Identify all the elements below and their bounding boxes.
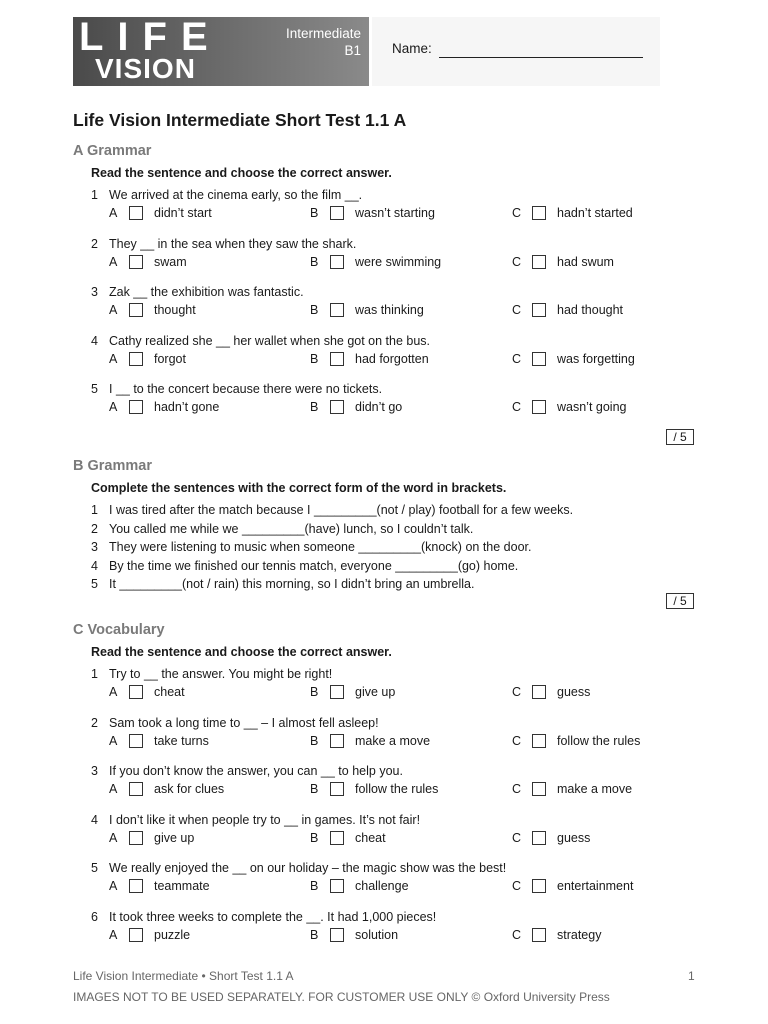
section-a-score-box: / 5	[666, 429, 694, 445]
option-text: teammate	[154, 879, 210, 894]
option-text: follow the rules	[557, 733, 641, 748]
answer-checkbox[interactable]	[532, 352, 546, 366]
option-text: entertainment	[557, 879, 634, 894]
question-number: 5	[91, 577, 98, 591]
sentence-text: You called me while we _________(have) lunch, so I couldn’t talk.	[109, 521, 474, 536]
answer-checkbox[interactable]	[532, 879, 546, 893]
answer-checkbox[interactable]	[129, 400, 143, 414]
life-vision-logo	[73, 17, 369, 86]
option-letter: B	[310, 254, 319, 269]
answer-checkbox[interactable]	[330, 928, 344, 942]
option-letter: B	[310, 879, 319, 894]
answer-checkbox[interactable]	[129, 255, 143, 269]
option-text: had swum	[557, 254, 614, 269]
answer-checkbox[interactable]	[330, 879, 344, 893]
answer-checkbox[interactable]	[330, 734, 344, 748]
option-letter: C	[512, 685, 522, 699]
answer-checkbox[interactable]	[532, 928, 546, 942]
option-letter: C	[512, 830, 522, 845]
answer-checkbox[interactable]	[129, 831, 143, 845]
answer-checkbox[interactable]	[330, 685, 344, 699]
option-text: ask for clues	[154, 782, 225, 797]
option-text: wasn’t going	[557, 400, 627, 415]
question-number: 1	[91, 667, 98, 681]
question-text: Sam took a long time to __ – I almost fell asleep!	[109, 715, 379, 730]
option-letter: C	[512, 303, 522, 318]
name-box	[372, 17, 660, 86]
question-text: If you don’t know the answer, you can __ to help you.	[109, 764, 403, 779]
answer-checkbox[interactable]	[532, 734, 546, 748]
answer-checkbox[interactable]	[330, 303, 344, 317]
answer-checkbox[interactable]	[129, 303, 143, 317]
answer-checkbox[interactable]	[129, 685, 143, 699]
question-text: I __ to the concert because there were no tickets.	[109, 382, 383, 397]
answer-checkbox[interactable]	[129, 928, 143, 942]
logo-text-life: LIFE	[79, 15, 222, 59]
page-number: 1	[688, 969, 695, 983]
option-letter: A	[109, 351, 118, 366]
question-number: 5	[91, 861, 98, 876]
option-letter: B	[310, 206, 319, 220]
section-b-heading: B Grammar	[73, 458, 152, 474]
answer-checkbox[interactable]	[330, 831, 344, 845]
option-letter: B	[310, 351, 319, 366]
option-text: had forgotten	[355, 351, 429, 366]
answer-checkbox[interactable]	[532, 400, 546, 414]
section-a-heading: A Grammar	[73, 143, 152, 159]
option-text: didn’t start	[154, 206, 212, 220]
option-letter: A	[109, 830, 118, 845]
level-label	[286, 25, 361, 59]
option-letter: C	[512, 782, 522, 797]
answer-checkbox[interactable]	[129, 734, 143, 748]
answer-checkbox[interactable]	[129, 352, 143, 366]
question-number: 1	[91, 503, 98, 517]
section-c-instruction: Read the sentence and choose the correct answer.	[91, 645, 392, 659]
option-letter: A	[109, 206, 118, 220]
option-letter: B	[310, 303, 319, 318]
answer-checkbox[interactable]	[532, 831, 546, 845]
copyright-notice: IMAGES NOT TO BE USED SEPARATELY. FOR CUSTOMER USE ONLY © Oxford University Press	[73, 990, 610, 1004]
option-text: puzzle	[154, 928, 191, 942]
option-text: strategy	[557, 928, 602, 942]
question-number: 2	[91, 521, 98, 536]
sentence-text: It _________(not / rain) this morning, so I didn’t bring an umbrella.	[109, 577, 475, 591]
option-text: hadn’t started	[557, 206, 633, 220]
question-text: We really enjoyed the __ on our holiday – the magic show was the best!	[109, 861, 507, 876]
answer-checkbox[interactable]	[532, 303, 546, 317]
answer-checkbox[interactable]	[532, 782, 546, 796]
option-text: challenge	[355, 879, 409, 894]
answer-checkbox[interactable]	[129, 206, 143, 220]
option-text: solution	[355, 928, 399, 942]
option-letter: A	[109, 303, 118, 318]
option-letter: A	[109, 782, 118, 797]
question-number: 3	[91, 540, 98, 554]
option-letter: B	[310, 830, 319, 845]
question-number: 3	[91, 764, 98, 779]
option-letter: B	[310, 400, 319, 415]
option-text: make a move	[557, 782, 633, 797]
option-text: swam	[154, 254, 187, 269]
section-c-heading: C Vocabulary	[73, 622, 165, 638]
answer-checkbox[interactable]	[532, 685, 546, 699]
option-letter: C	[512, 879, 522, 894]
question-number: 4	[91, 812, 98, 827]
option-text: guess	[557, 830, 591, 845]
footer-title: Life Vision Intermediate • Short Test 1.1 A	[73, 969, 294, 983]
option-text: cheat	[355, 830, 386, 845]
sentence-text: They were listening to music when someone _________(knock) on the door.	[109, 540, 532, 554]
option-letter: C	[512, 400, 522, 415]
section-b-score-box: / 5	[666, 593, 694, 609]
answer-checkbox[interactable]	[330, 782, 344, 796]
question-number: 5	[91, 382, 98, 397]
option-letter: C	[512, 928, 522, 942]
option-letter: A	[109, 254, 118, 269]
option-letter: B	[310, 782, 319, 797]
answer-checkbox[interactable]	[330, 400, 344, 414]
question-text: They __ in the sea when they saw the shark.	[109, 236, 357, 251]
question-text: We arrived at the cinema early, so the film __.	[109, 188, 363, 202]
level-name: Intermediate	[285, 26, 361, 41]
question-text: I don’t like it when people try to __ in games. It’s not fair!	[109, 812, 421, 827]
question-text: Zak __ the exhibition was fantastic.	[109, 285, 304, 300]
question-number: 6	[91, 910, 98, 924]
option-text: take turns	[154, 733, 209, 748]
name-label: Name:	[392, 41, 432, 56]
option-text: give up	[154, 830, 195, 845]
option-text: didn’t go	[355, 400, 403, 415]
answer-checkbox[interactable]	[330, 206, 344, 220]
name-field[interactable]	[439, 57, 643, 58]
option-text: follow the rules	[355, 782, 439, 797]
answer-checkbox[interactable]	[532, 255, 546, 269]
option-letter: B	[310, 733, 319, 748]
answer-checkbox[interactable]	[129, 879, 143, 893]
option-letter: A	[109, 733, 118, 748]
option-letter: A	[109, 400, 118, 415]
option-letter: B	[310, 685, 319, 699]
option-text: wasn’t starting	[355, 206, 435, 220]
question-number: 4	[91, 333, 98, 348]
option-text: had thought	[557, 303, 624, 318]
option-text: make a move	[355, 733, 431, 748]
option-letter: B	[310, 928, 319, 942]
option-letter: C	[512, 254, 522, 269]
question-number: 2	[91, 715, 98, 730]
section-a-instruction: Read the sentence and choose the correct answer.	[91, 166, 392, 180]
option-text: thought	[154, 303, 196, 318]
option-letter: A	[109, 685, 118, 699]
section-b-instruction: Complete the sentences with the correct form of the word in brackets.	[91, 481, 507, 495]
option-text: was forgetting	[557, 351, 635, 366]
question-text: It took three weeks to complete the __. It had 1,000 pieces!	[109, 910, 437, 924]
option-text: forgot	[154, 351, 186, 366]
answer-checkbox[interactable]	[129, 782, 143, 796]
answer-checkbox[interactable]	[330, 352, 344, 366]
option-letter: A	[109, 928, 118, 942]
option-text: hadn’t gone	[154, 400, 220, 415]
question-text: Cathy realized she __ her wallet when she got on the bus.	[109, 333, 431, 348]
level-code: B1	[344, 43, 361, 58]
question-text: Try to __ the answer. You might be right!	[109, 667, 333, 681]
option-text: guess	[557, 685, 591, 699]
question-number: 1	[91, 188, 98, 202]
option-letter: C	[512, 206, 522, 220]
sentence-text: By the time we finished our tennis match, everyone _________(go) home.	[109, 558, 519, 573]
logo-text-vision: VISION	[95, 53, 196, 84]
option-letter: A	[109, 879, 118, 894]
option-text: were swimming	[355, 254, 442, 269]
option-text: give up	[355, 685, 396, 699]
answer-checkbox[interactable]	[532, 206, 546, 220]
option-letter: C	[512, 733, 522, 748]
question-number: 3	[91, 285, 98, 300]
page-title: Life Vision Intermediate Short Test 1.1 A	[73, 110, 407, 130]
option-text: was thinking	[355, 303, 424, 318]
option-text: cheat	[154, 685, 185, 699]
option-letter: C	[512, 351, 522, 366]
answer-checkbox[interactable]	[330, 255, 344, 269]
sentence-text: I was tired after the match because I _________(not / play) football for a few weeks.	[109, 503, 574, 517]
question-number: 4	[91, 558, 98, 573]
question-number: 2	[91, 236, 98, 251]
